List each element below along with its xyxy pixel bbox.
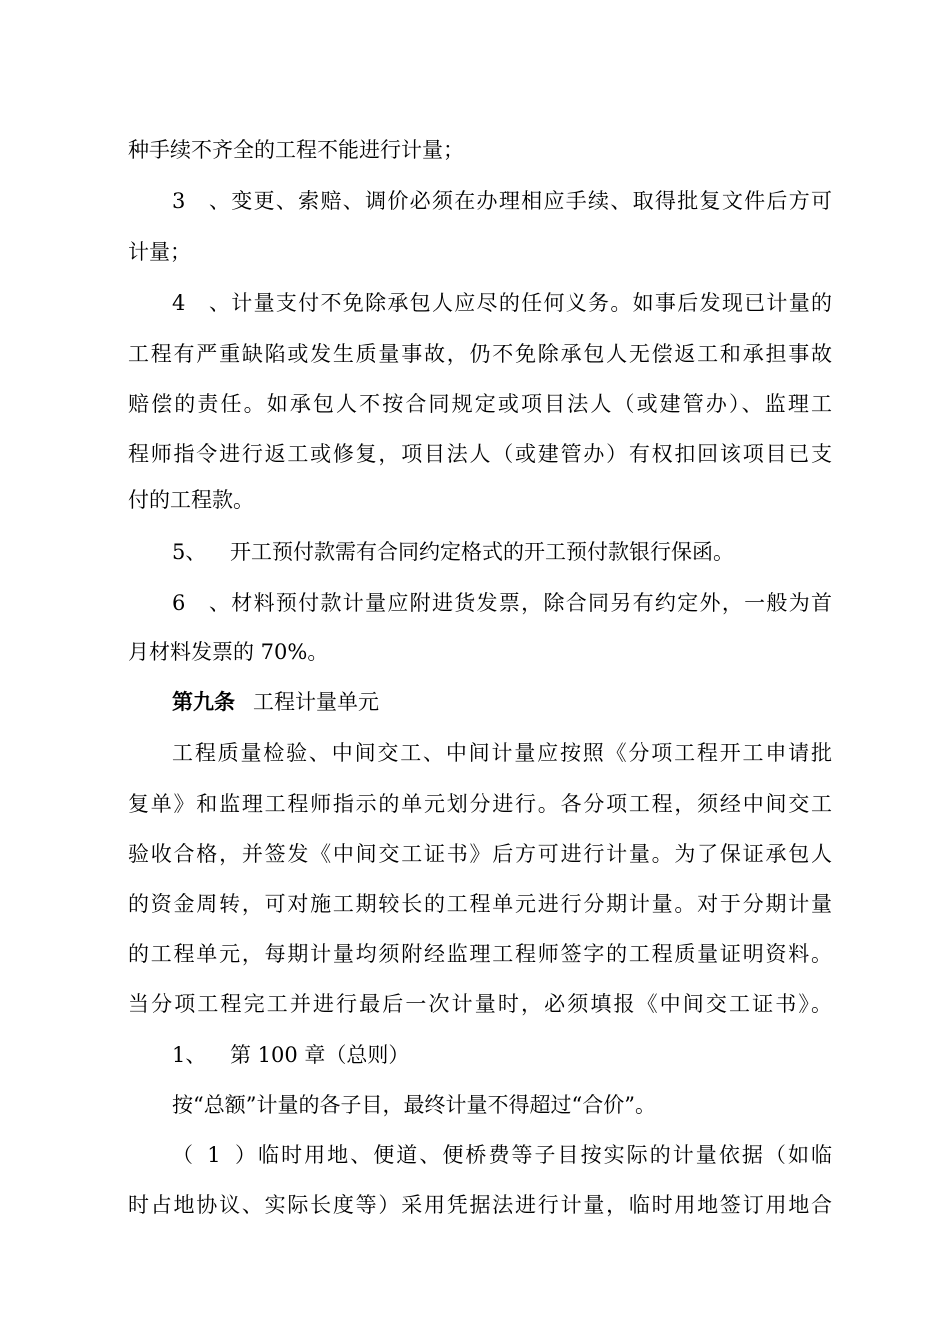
text-line: 复单》和监理工程师指示的单元划分进行。各分项工程，须经中间交工 <box>128 792 832 816</box>
sub-item-1: （1）临时用地、便道、便桥费等子目按实际的计量依据（如临 <box>172 1140 832 1170</box>
text-line: 赔偿的责任。如承包人不按合同规定或项目法人（或建管办）、监理工 <box>128 392 832 416</box>
text-line: 程师指令进行返工或修复，项目法人（或建管办）有权扣回该项目已支 <box>128 442 832 466</box>
text-line: 月材料发票的 70%。 <box>128 640 329 664</box>
text-line: 的工程单元，每期计量均须附经监理工程师签字的工程质量证明资料。 <box>128 942 832 966</box>
text-line: 工程有严重缺陷或发生质量事故，仍不免除承包人无偿返工和承担事故 <box>128 342 832 366</box>
list-number: （1） <box>172 1143 256 1167</box>
article-heading <box>172 687 832 717</box>
text-line: 当分项工程完工并进行最后一次计量时，必须填报《中间交工证书》。 <box>128 992 832 1016</box>
text-line: 验收合格，并签发《中间交工证书》后方可进行计量。为了保证承包人 <box>128 842 832 866</box>
text-line: 时占地协议、实际长度等）采用凭据法进行计量，临时用地签订用地合 <box>128 1193 832 1217</box>
text-line: 按“总额”计量的各子目，最终计量不得超过“合价”。 <box>172 1093 656 1117</box>
article-title: 工程计量单元 <box>253 690 379 714</box>
list-item-6: 6、材料预付款计量应附进货发票，除合同另有约定外，一般为首 <box>172 588 832 618</box>
list-number: 5、 <box>172 540 207 564</box>
list-item-5: 5、 开工预付款需有合同约定格式的开工预付款银行保函。 <box>172 537 832 567</box>
text-line: 工程质量检验、中间交工、中间计量应按照《分项工程开工申请批 <box>172 741 832 765</box>
list-item-4: 4、计量支付不免除承包人应尽的任何义务。如事后发现已计量的 <box>172 288 832 318</box>
list-number: 6、 <box>172 591 230 615</box>
list-number: 4、 <box>172 291 230 315</box>
list-item-3: 3、变更、索赔、调价必须在办理相应手续、取得批复文件后方可 <box>172 186 832 216</box>
text-line: 种手续不齐全的工程不能进行计量； <box>128 138 464 162</box>
text-line: 计量； <box>128 240 191 264</box>
chapter-item-1: 1、 第 100 章（总则） <box>172 1040 832 1070</box>
article-label: 第九条 <box>172 689 235 714</box>
text-line: 付的工程款。 <box>128 488 254 512</box>
text-line: 的资金周转，可对施工期较长的工程单元进行分期计量。对于分期计量 <box>128 892 832 916</box>
list-number: 3、 <box>172 189 230 213</box>
list-number: 1、 <box>172 1043 207 1067</box>
